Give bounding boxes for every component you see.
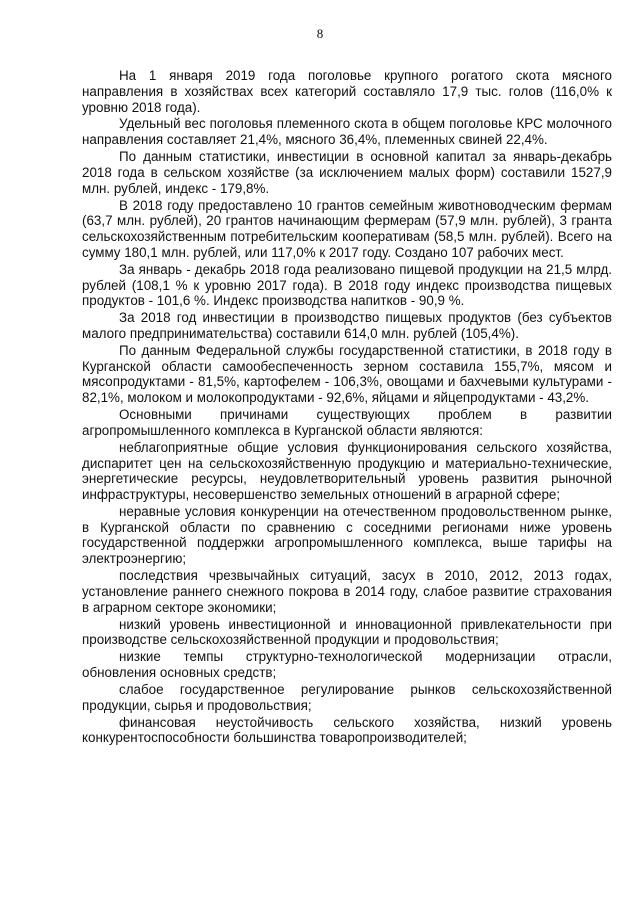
problem-item-low-modernization: низкие темпы структурно-технологической модернизации отрасли, обновления основных средств; [82, 649, 612, 680]
paragraph-food-investment: За 2018 год инвестиции в производство пищевых продуктов (без субъектов малого предпринимательства) составили 614,0 млн. рублей (105,4%). [82, 310, 612, 341]
document-body [82, 68, 612, 747]
paragraph-problems-intro: Основными причинами существующих проблем в развитии агропромышленного комплекса в Курганской области являются: [82, 407, 612, 438]
paragraph-capital-investment: По данным статистики, инвестиции в основной капитал за январь-декабрь 2018 года в сельском хозяйстве (за исключением малых форм) составили 1527,9 млн. рублей, индекс - 179,8%. [82, 149, 612, 196]
problem-item-unequal-competition: неравные условия конкуренции на отечественном продовольственном рынке, в Курганской области по сравнению с соседними регионами ниже уровень государственной поддержки агропромышленного комплекса, выше тарифы на электроэнергию; [82, 503, 612, 567]
page-number: 8 [316, 26, 324, 41]
paragraph-cattle-population: На 1 января 2019 года поголовье крупного рогатого скота мясного направления в хозяйствах всех категорий составляло 17,9 тыс. голов (116,0% к уровню 2018 года). [82, 68, 612, 115]
problem-item-weak-regulation: слабое государственное регулирование рынков сельскохозяйственной продукции, сырья и продовольствия; [82, 681, 612, 713]
paragraph-self-sufficiency: По данным Федеральной службы государственной статистики, в 2018 году в Курганской области самообеспеченность зерном составила 155,7%, мясом и мясопродуктами - 81,5%, картофелем - 106,3%, овощами и бахчевыми культурами - 82,1%, молоком и молокопродуктами - 92,6%, яйцами и яйцепродуктами - 43,2%. [82, 342, 612, 406]
paragraph-breeding-stock-share: Удельный вес поголовья племенного скота в общем поголовье КРС молочного направления составляет 21,4%, мясного 36,4%, племенных свиней 22,4%. [82, 116, 612, 148]
problem-item-low-investment-appeal: низкий уровень инвестиционной и инновационной привлекательности при производстве сельскохозяйственной продукции и продовольствия; [82, 616, 612, 648]
problem-item-emergencies: последствия чрезвычайных ситуаций, засух в 2010, 2012, 2013 годах, установление раннего снежного покрова в 2014 году, слабое развитие страхования в аграрном секторе экономики; [82, 568, 612, 615]
problem-item-unfavorable-conditions: неблагоприятные общие условия функционирования сельского хозяйства, диспаритет цен на сельскохозяйственную продукцию и материально-технические, энергетические ресурсы, неудовлетворительный уровень развития рыночной инфраструктуры, несовершенство земельных отношений в аграрной сфере; [82, 439, 612, 502]
problem-item-financial-instability: финансовая неустойчивость сельского хозяйства, низкий уровень конкурентоспособности большинства товаропроизводителей; [82, 714, 612, 746]
paragraph-grants: В 2018 году предоставлено 10 грантов семейным животноводческим фермам (63,7 млн. рублей), 20 грантов начинающим фермерам (57,9 млн. рублей), 3 гранта сельскохозяйственным потребительским кооперативам (58,5 млн. рублей). Всего на сумму 180,1 млн. рублей, или 117,0% к 2017 году. Создано 107 рабочих мест. [82, 197, 612, 260]
paragraph-food-production: За январь - декабрь 2018 года реализовано пищевой продукции на 21,5 млрд. рублей (108,1 % к уровню 2017 года). В 2018 году индекс производства пищевых продуктов - 101,6 %. Индекс производства напитков - 90,9 %. [82, 261, 612, 309]
